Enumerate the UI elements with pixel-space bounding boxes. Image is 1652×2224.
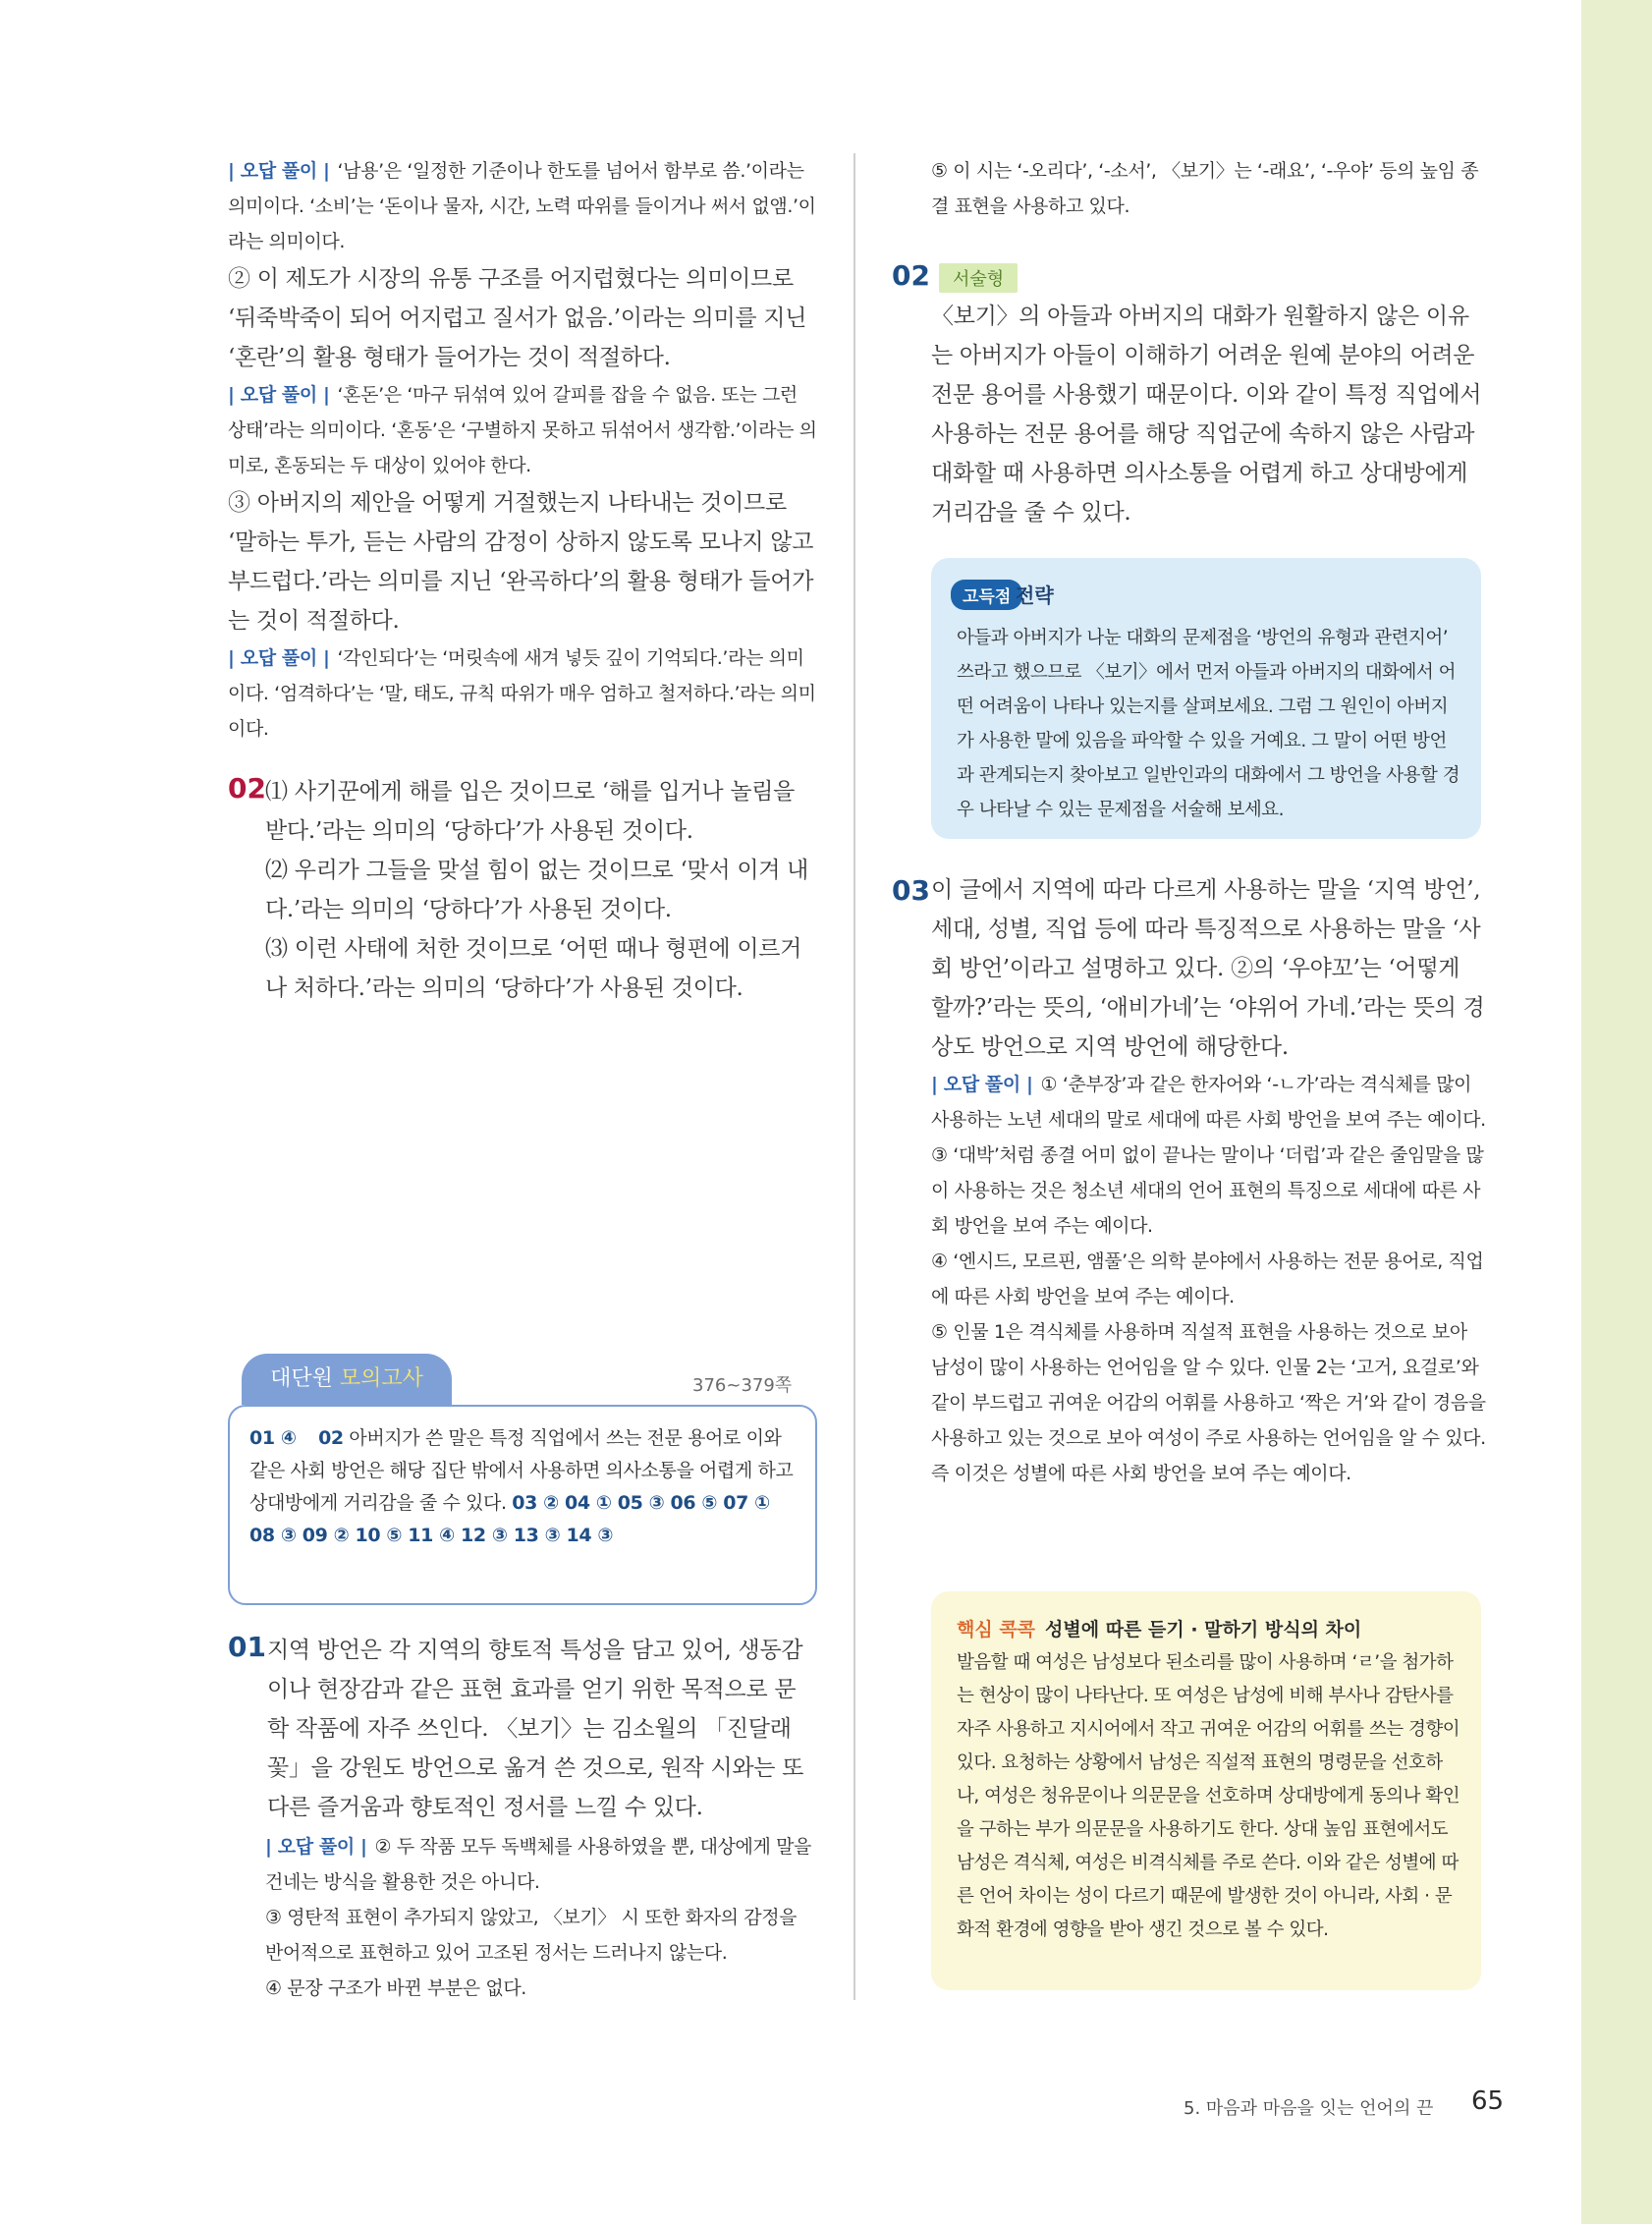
strategy-badge: 고득점 [951, 580, 1022, 610]
essay-tag: 서술형 [939, 263, 1018, 293]
question-03 [931, 870, 1487, 1491]
answer-01-wrong-1 [228, 153, 817, 259]
q01-note-5: ⑤ 이 시는 ‘-오리다’, ‘-소서’, 〈보기〉는 ‘-래요’, ‘-우야’ 등의 높임 종결 표현을 사용하고 있다. [931, 160, 1479, 217]
answer-01: 01 ④ [249, 1427, 297, 1449]
q01-note-4: ④ 문장 구조가 바뀐 부분은 없다. [265, 1977, 526, 1999]
wrong-label: | 오답 풀이 | [228, 647, 330, 669]
q03-wrong [931, 1067, 1487, 1138]
question-02-right [931, 297, 1487, 532]
answer-text: ‘각인되다’는 ‘머릿속에 새겨 넣듯 깊이 기억되다.’라는 의미이다. ‘엄격하다’는 ‘말, 태도, 규칙 따위가 매우 엄하고 철저하다.’라는 의미이다. [228, 647, 816, 740]
question-01-notes [265, 1829, 817, 2006]
mock-tab-label: 대단원 [270, 1366, 340, 1391]
mock-exam-pages: 376~379쪽 [692, 1375, 793, 1396]
left-column [228, 153, 817, 747]
answer-02-num: 02 [318, 1427, 344, 1449]
column-divider [854, 153, 855, 2000]
page-number: 65 [1471, 2086, 1505, 2116]
question-number-03: 03 [892, 874, 930, 907]
answer-list: 03 ② 04 ① 05 ③ 06 ⑤ 07 ① 08 ③ 09 ② 10 ⑤ 11 ④ 12 ③ 13 ③ 14 ③ [249, 1492, 770, 1546]
core-point-badge: 핵심 콕콕 [957, 1619, 1036, 1640]
mock-exam-answer-box [228, 1405, 817, 1605]
q01-answer: 지역 방언은 각 지역의 향토적 특성을 담고 있어, 생동감이나 현장감과 같은 표현 효과를 얻기 위한 목적으로 문학 작품에 자주 쓰인다. 〈보기〉는 김소월의 「진달래꽃」을 강원도 방언으로 옮겨 쓴 것으로, 원작 시와는 또 다른 즐거움과 향토적인 정서를 느낄 수 있다. [267, 1638, 804, 1820]
answer-text: ‘혼돈’은 ‘마구 뒤섞여 있어 갈피를 잡을 수 없음. 또는 그런 상태’라는 의미이다. ‘혼동’은 ‘구별하지 못하고 뒤섞어서 생각함.’이라는 의미로, 혼동되는 두 대상이 있어야 한다. [228, 384, 817, 476]
core-point-heading: 성별에 따른 듣기 · 말하기 방식의 차이 [1045, 1619, 1362, 1640]
answer-02-text: 아버지가 쓴 말은 특정 직업에서 쓰는 전문 용어로 이와 같은 사회 방언은 해당 집단 밖에서 사용하면 의사소통을 어렵게 하고 상대방에게 거리감을 줄 수 있다. [249, 1427, 794, 1514]
side-band [1581, 0, 1652, 2224]
wrong-label: | 오답 풀이 | [265, 1836, 367, 1858]
question-number-01: 01 [228, 1631, 266, 1663]
wrong-label: | 오답 풀이 | [228, 160, 330, 182]
strategy-box [931, 558, 1481, 839]
core-point-body: 발음할 때 여성은 남성보다 된소리를 많이 사용하며 ‘ㄹ’을 첨가하는 현상이 많이 나타난다. 또 여성은 남성에 비해 부사나 감탄사를 자주 사용하고 지시어에서 작고 귀여운 어감의 어휘를 쓰는 경향이 있다. 요청하는 상황에서 남성은 직설적 표현의 명령문을 선호하나, 여성은 청유문이나 의문문을 선호하며 상대방에게 동의나 확인을 구하는 부가 의문문을 사용하기도 한다. 상대 높임 표현에서도 남성은 격식체, 여성은 비격식체를 주로 쓴다. 이와 같은 성별에 따른 언어 차이는 성이 다르기 때문에 발생한 것이 아니라, 사회 · 문화적 환경에 영향을 받아 생긴 것으로 볼 수 있다. [957, 1652, 1460, 1940]
right-top [931, 153, 1487, 224]
question-number-02-right: 02 [892, 259, 930, 292]
wrong-label: | 오답 풀이 | [228, 384, 330, 406]
strategy-title: 전략 [1016, 584, 1054, 607]
answer-01-wrong-3 [228, 640, 817, 747]
q03-note-4: ④ ‘엔시드, 모르핀, 앰풀’은 의학 분야에서 사용하는 전문 용어로, 직업에 따른 사회 방언을 보여 주는 예이다. [931, 1251, 1484, 1307]
answer-text: ① ‘춘부장’과 같은 한자어와 ‘-ㄴ가’라는 격식체를 많이 사용하는 노년 세대의 말로 세대에 따른 사회 방언을 보여 주는 예이다. [931, 1074, 1486, 1131]
answer-01-p2: ② 이 제도가 시장의 유통 구조를 어지럽혔다는 의미이므로 ‘뒤죽박죽이 되어 어지럽고 질서가 없음.’이라는 의미를 지닌 ‘혼란’의 활용 형태가 들어가는 것이 적절하다. [228, 266, 807, 370]
q03-note-5: ⑤ 인물 1은 격식체를 사용하며 직설적 표현을 사용하는 것으로 보아 남성이 많이 사용하는 언어임을 알 수 있다. 인물 2는 ‘고거, 요걸로’와 같이 부드럽고 귀여운 어감의 어휘를 사용하고 ‘짝은 거’와 같이 경음을 사용하고 있는 것으로 보아 여성이 주로 사용하는 언어임을 알 수 있다. 즉 이것은 성별에 따른 사회 방언을 보여 주는 예이다. [931, 1321, 1486, 1484]
question-01 [267, 1631, 817, 1827]
q02-item-3: ⑶ 이런 사태에 처한 것이므로 ‘어떤 때나 형편에 이르거나 처하다.’라는 의미의 ‘당하다’가 사용된 것이다. [265, 936, 802, 1001]
question-02-left [265, 772, 817, 1008]
question-number-02-left: 02 [228, 772, 266, 805]
strategy-body: 아들과 아버지가 나눈 대화의 문제점을 ‘방언의 유형과 관련지어’ 쓰라고 했으므로 〈보기〉에서 먼저 아들과 아버지의 대화에서 어떤 어려움이 나타나 있는지를 살펴보세요. 그럼 그 원인이 아버지가 사용한 말에 있음을 파악할 수 있을 거예요. 그 말이 어떤 방언과 관계되는지 찾아보고 일반인과의 대화에서 그 방언을 사용할 경우 나타날 수 있는 문제점을 서술해 보세요. [957, 628, 1460, 820]
answer-text: ‘남용’은 ‘일정한 기준이나 한도를 넘어서 함부로 씀.’이라는 의미이다. ‘소비’는 ‘돈이나 물자, 시간, 노력 따위를 들이거나 써서 없앰.’이라는 의미이다. [228, 160, 816, 252]
q02-item-2: ⑵ 우리가 그들을 맞설 힘이 없는 것이므로 ‘맞서 이겨 내다.’라는 의미의 ‘당하다’가 사용된 것이다. [265, 858, 809, 922]
mock-tab-highlight: 모의고사 [339, 1366, 423, 1391]
answer-01-wrong-2 [228, 377, 817, 483]
q01-note-3: ③ 영탄적 표현이 추가되지 않았고, 〈보기〉 시 또한 화자의 감정을 반어적으로 표현하고 있어 고조된 정서는 드러나지 않는다. [265, 1907, 798, 1964]
mock-exam-tab [242, 1354, 452, 1405]
q01-wrong [265, 1829, 817, 1900]
wrong-label: | 오답 풀이 | [931, 1074, 1033, 1095]
core-point-title [957, 1615, 1361, 1641]
q02-item-1: ⑴ 사기꾼에게 해를 입은 것이므로 ‘해를 입거나 놀림을 받다.’라는 의미의 ‘당하다’가 사용된 것이다. [265, 779, 796, 844]
answer-01-p3: ③ 아버지의 제안을 어떻게 거절했는지 나타내는 것이므로 ‘말하는 투가, 듣는 사람의 감정이 상하지 않도록 모나지 않고 부드럽다.’라는 의미를 지닌 ‘완곡하다’의 활용 형태가 들어가는 것이 적절하다. [228, 490, 814, 634]
core-point-box [931, 1591, 1481, 1990]
chapter-footer: 5. 마음과 마음을 잇는 언어의 끈 [1184, 2098, 1434, 2119]
answer-text: ② 두 작품 모두 독백체를 사용하였을 뿐, 대상에게 말을 건네는 방식을 활용한 것은 아니다. [265, 1836, 811, 1893]
q03-note-3: ③ ‘대박’처럼 종결 어미 없이 끝나는 말이나 ‘더럽’과 같은 줄임말을 많이 사용하는 것은 청소년 세대의 언어 표현의 특징으로 세대에 따른 사회 방언을 보여 주는 예이다. [931, 1144, 1484, 1237]
mock-exam-body [249, 1422, 799, 1552]
q03-answer: 이 글에서 지역에 따라 다르게 사용하는 말을 ‘지역 방언’, 세대, 성별, 직업 등에 따라 특징적으로 사용하는 말을 ‘사회 방언’이라고 설명하고 있다. ②의 ‘우야꼬’는 ‘어떻게 할까?’라는 뜻의, ‘애비가네’는 ‘야위어 가네.’라는 뜻의 경상도 방언으로 지역 방언에 해당한다. [931, 877, 1485, 1060]
q02-answer: 〈보기〉의 아들과 아버지의 대화가 원활하지 않은 이유는 아버지가 아들이 이해하기 어려운 원예 분야의 어려운 전문 용어를 사용했기 때문이다. 이와 같이 특정 직업에서 사용하는 전문 용어를 해당 직업군에 속하지 않은 사람과 대화할 때 사용하면 의사소통을 어렵게 하고 상대방에게 거리감을 줄 수 있다. [931, 304, 1482, 526]
